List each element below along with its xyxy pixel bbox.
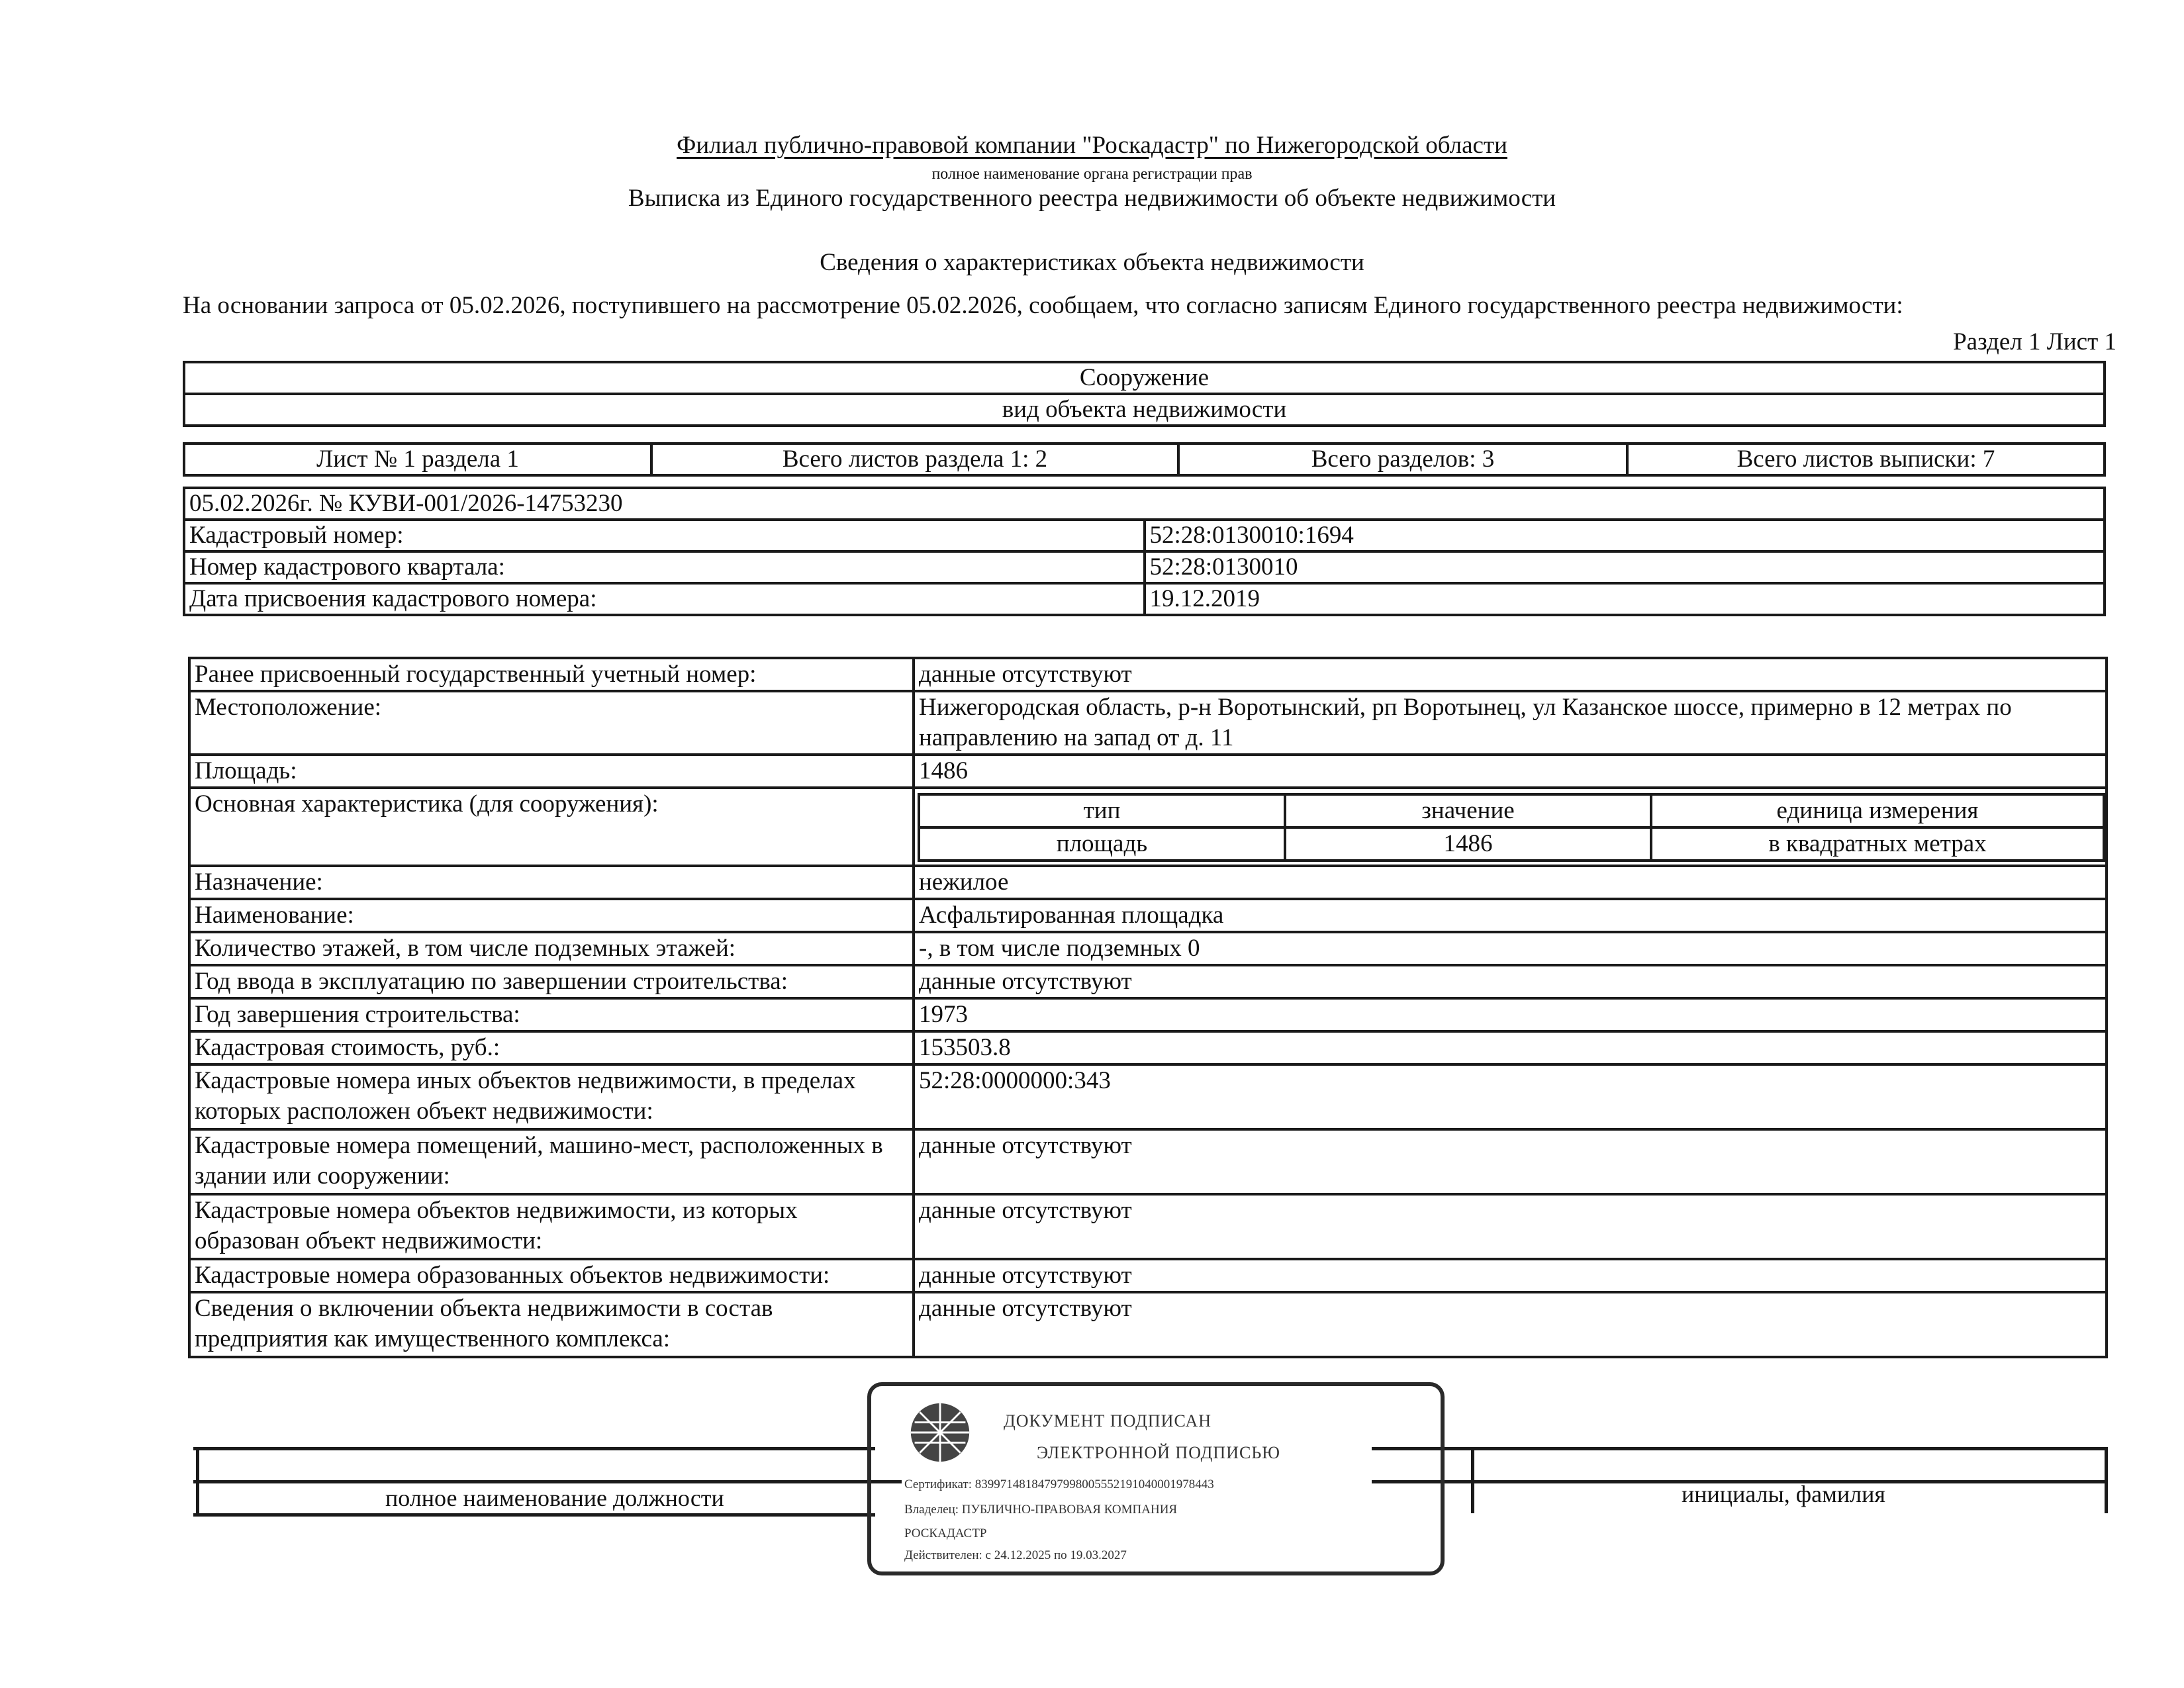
intro-text: На основании запроса от 05.02.2026, поступившего на рассмотрение 05.02.2026, сообщаем, что согласно записям Единого государственного реестра недвижимости: [183,292,1903,319]
stamp-owner: Владелец: ПУБЛИЧНО-ПРАВОВАЯ КОМПАНИЯ [904,1503,1178,1517]
sheets-info-table [183,442,2106,477]
table-row [189,932,2107,965]
organization-caption: полное наименование органа регистрации прав [931,165,1253,183]
premises-label: Кадастровые номера помещений, машино-мест, расположенных в здании или сооружении: [189,1129,914,1194]
commission-year-label: Год ввода в эксплуатацию по завершении строительства: [189,965,914,998]
purpose-value: нежилое [914,866,2107,899]
completion-year-value: 1973 [914,998,2107,1031]
stamp-certificate: Сертификат: 83997148184797998005552191040001978443 [904,1477,1214,1491]
cadastral-number-value: 52:28:0130010:1694 [1145,520,2105,551]
position-caption: полное наименование должности [385,1485,724,1511]
prev-number-value: данные отсутствуют [914,658,2107,691]
extract-date-number: 05.02.2026г. № КУВИ-001/2026-14753230 [184,488,2105,520]
floors-label: Количество этажей, в том числе подземных этажей: [189,932,914,965]
area-value: 1486 [914,755,2107,788]
location-value: Нижегородская область, р-н Воротынский, рп Воротынец, ул Казанское шоссе, примерно в 12 метрах по направлению на запад от д. 11 [914,691,2107,755]
table-row [189,899,2107,932]
table-row [189,866,2107,899]
table-row [189,1292,2107,1357]
section-sheet-label: Раздел 1 Лист 1 [1953,328,2116,355]
table-row [189,1031,2107,1064]
char-unit: в квадратных метрах [1651,827,2104,861]
document-title: Выписка из Единого государственного реестра недвижимости об объекте недвижимости [628,185,1556,212]
cadastral-block-value: 52:28:0130010 [1145,551,2105,583]
enterprise-value: данные отсутствуют [914,1292,2107,1357]
organization-name: Филиал публично-правовой компании "Роскадастр" по Нижегородской области [677,132,1507,159]
total-extract-sheets: Всего листов выписки: 7 [1627,444,2105,475]
table-row [189,658,2107,691]
main-characteristic-table [918,793,2105,862]
cadastral-value-value: 153503.8 [914,1031,2107,1064]
object-type-value: Сооружение [184,362,2105,394]
table-row [189,755,2107,788]
rosreestr-logo-icon [908,1401,972,1464]
completion-year-label: Год завершения строительства: [189,998,914,1031]
parent-objects-label: Кадастровые номера иных объектов недвижимости, в пределах которых расположен объект недвижимости: [189,1064,914,1129]
derived-objects-value: данные отсутствуют [914,1259,2107,1292]
floors-value: -, в том числе подземных 0 [914,932,2107,965]
total-sections: Всего разделов: 3 [1178,444,1627,475]
derived-objects-label: Кадастровые номера образованных объектов недвижимости: [189,1259,914,1292]
area-label: Площадь: [189,755,914,788]
assignment-date-value: 19.12.2019 [1145,583,2105,615]
cadastral-value-label: Кадастровая стоимость, руб.: [189,1031,914,1064]
object-type-caption: вид объекта недвижимости [184,394,2105,426]
parent-objects-value: 52:28:0000000:343 [914,1064,2107,1129]
stamp-title-line1: ДОКУМЕНТ ПОДПИСАН [1004,1411,1212,1430]
table-row [189,1129,2107,1194]
stamp-validity: Действителен: с 24.12.2025 по 19.03.2027 [904,1548,1127,1562]
char-header-value: значение [1285,794,1651,827]
char-type: площадь [919,827,1285,861]
name-label: Наименование: [189,899,914,932]
total-section-sheets: Всего листов раздела 1: 2 [651,444,1178,475]
identifiers-table [183,487,2106,616]
char-header-type: тип [919,794,1285,827]
name-caption: инициалы, фамилия [1682,1481,1885,1507]
purpose-label: Назначение: [189,866,914,899]
table-row [189,691,2107,755]
sheet-number: Лист № 1 раздела 1 [184,444,651,475]
document-subtitle: Сведения о характеристиках объекта недвижимости [820,249,1364,276]
char-value: 1486 [1285,827,1651,861]
table-row [189,965,2107,998]
char-header-unit: единица измерения [1651,794,2104,827]
electronic-signature-stamp [867,1382,1445,1575]
table-row [189,1194,2107,1259]
details-table [188,657,2108,1358]
enterprise-label: Сведения о включении объекта недвижимости в состав предприятия как имущественного комплекса: [189,1292,914,1357]
table-row [189,1064,2107,1129]
name-value: Асфальтированная площадка [914,899,2107,932]
prev-number-label: Ранее присвоенный государственный учетный номер: [189,658,914,691]
table-row [189,998,2107,1031]
location-label: Местоположение: [189,691,914,755]
assignment-date-label: Дата присвоения кадастрового номера: [184,583,1145,615]
main-characteristic-label: Основная характеристика (для сооружения): [189,788,914,866]
stamp-owner-line2: РОСКАДАСТР [904,1526,987,1540]
object-type-box [183,361,2106,427]
premises-value: данные отсутствуют [914,1129,2107,1194]
source-objects-value: данные отсутствуют [914,1194,2107,1259]
cadastral-block-label: Номер кадастрового квартала: [184,551,1145,583]
commission-year-value: данные отсутствуют [914,965,2107,998]
table-row [189,788,2107,866]
cadastral-number-label: Кадастровый номер: [184,520,1145,551]
stamp-title-line2: ЭЛЕКТРОННОЙ ПОДПИСЬЮ [1037,1443,1280,1462]
source-objects-label: Кадастровые номера объектов недвижимости, из которых образован объект недвижимости: [189,1194,914,1259]
table-row [189,1259,2107,1292]
